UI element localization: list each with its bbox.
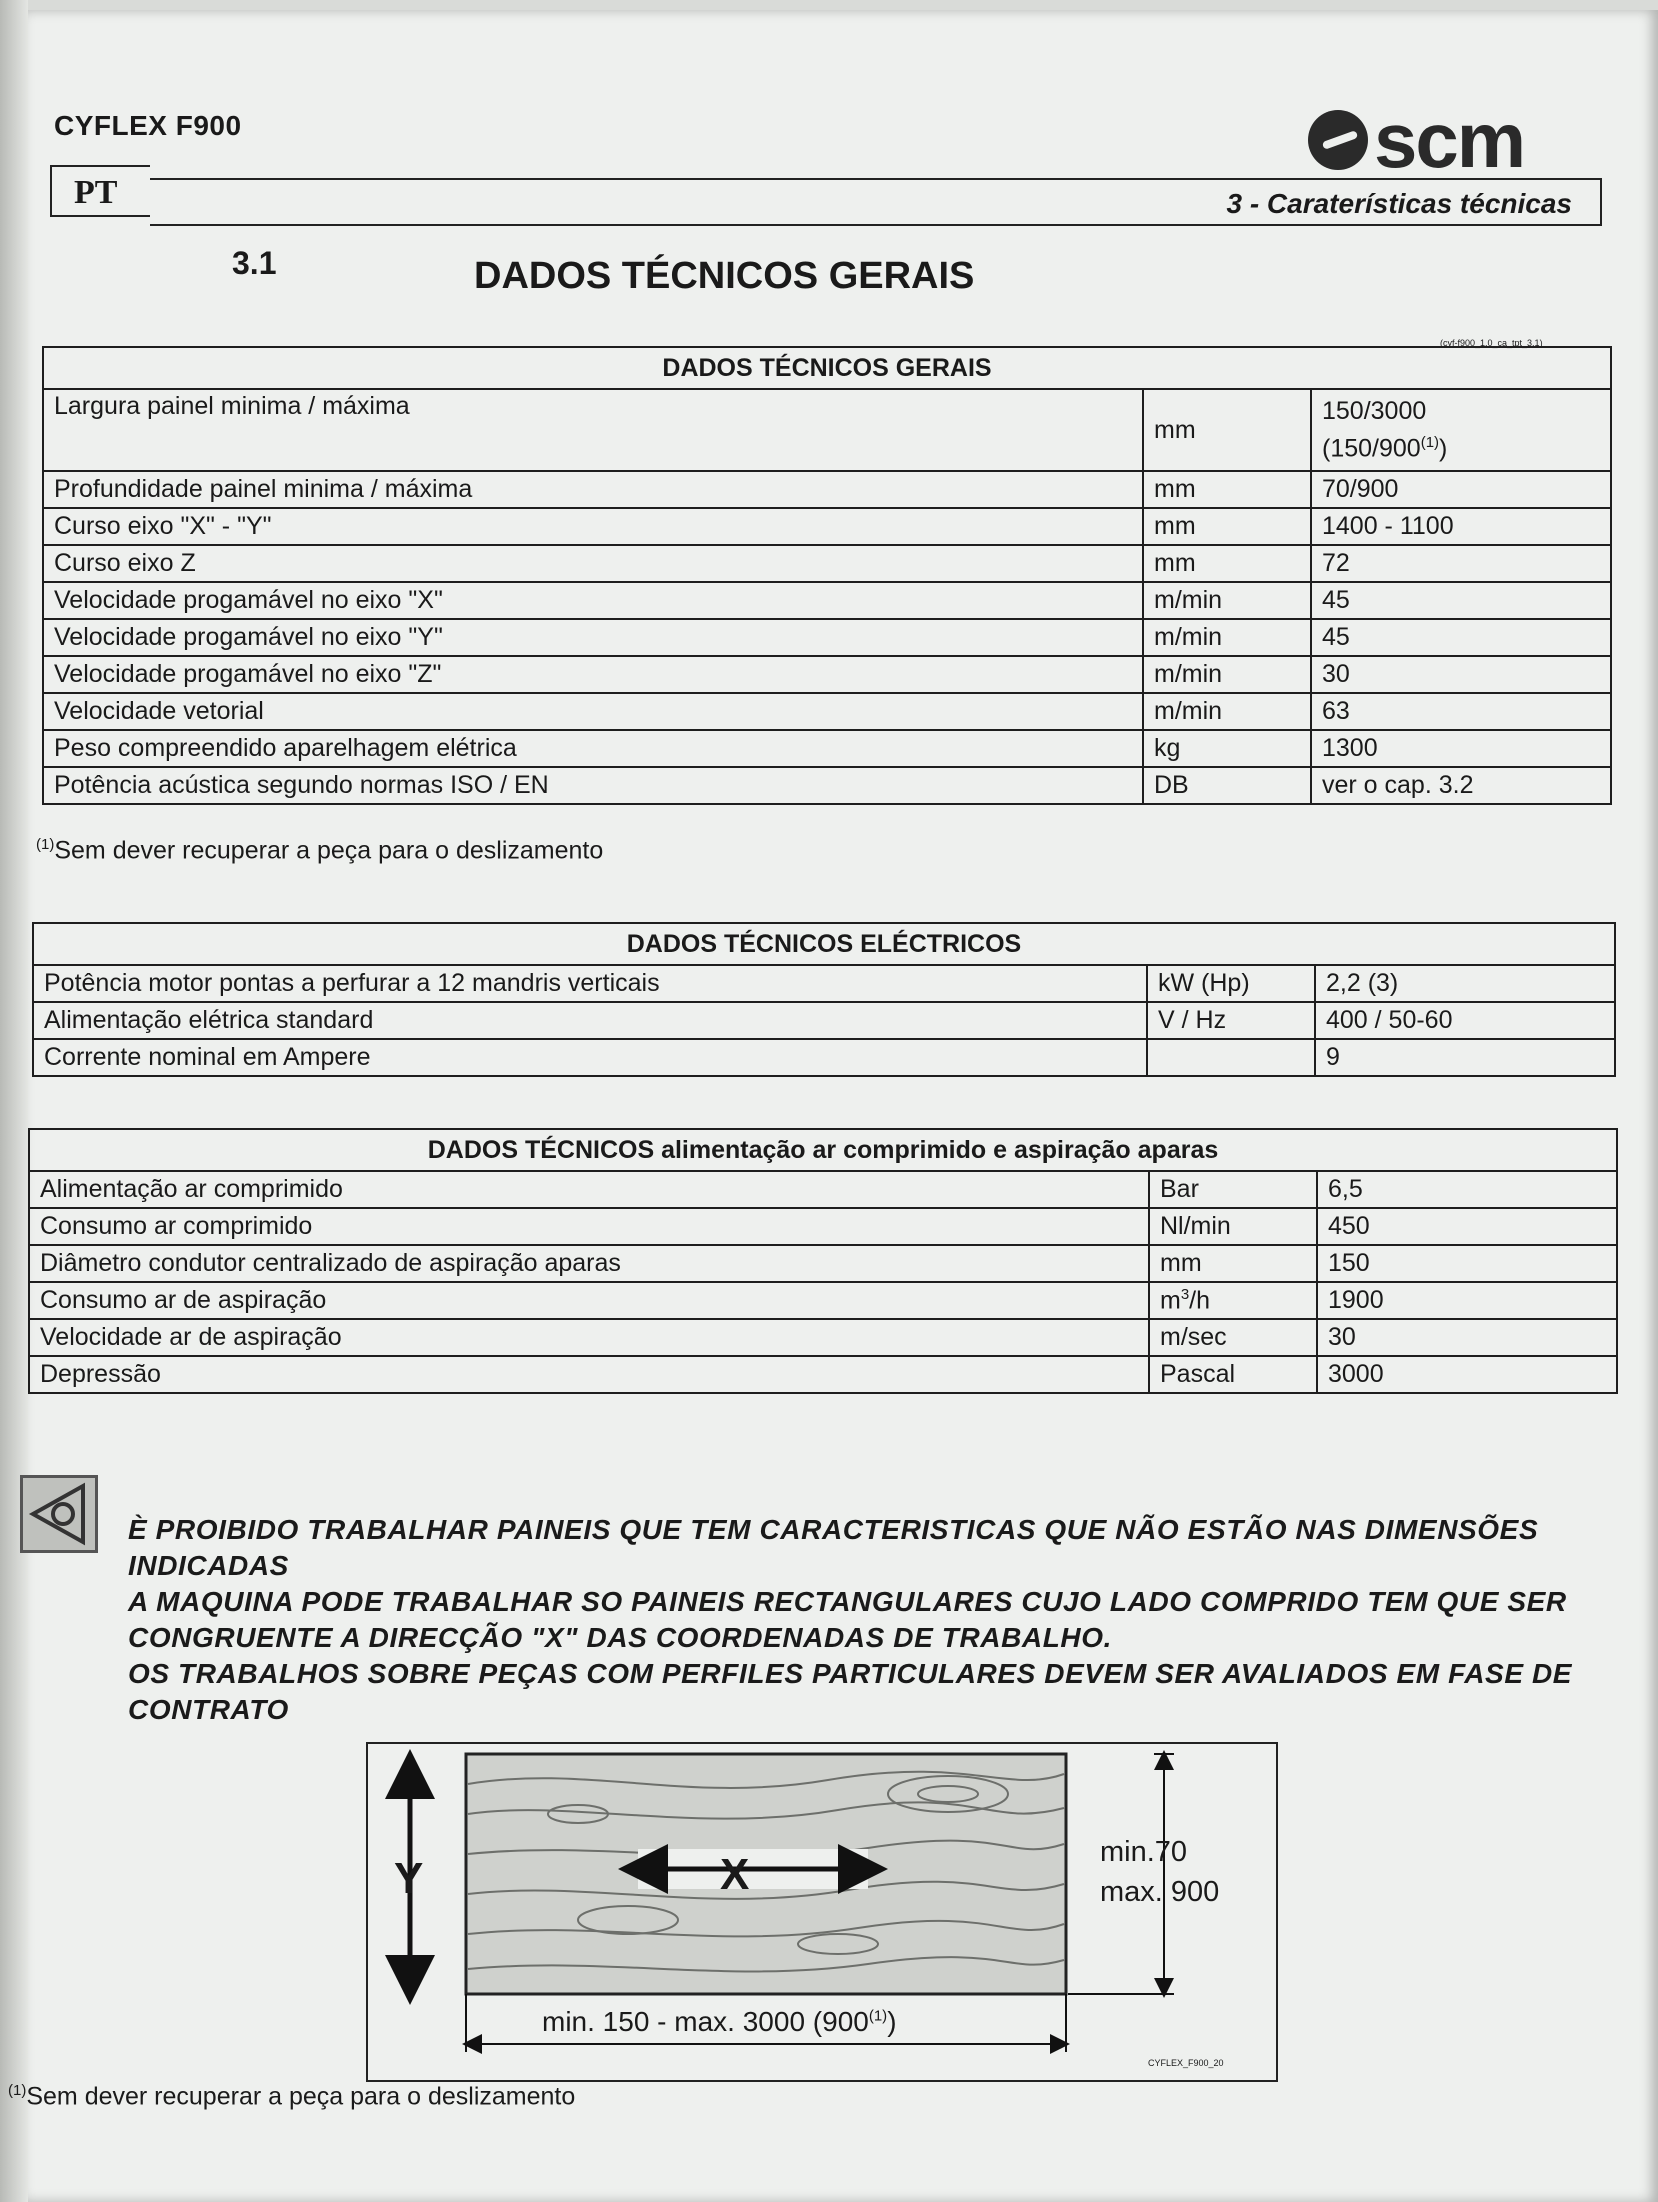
warning-text [128,1512,1628,1728]
table-row [29,1282,1617,1319]
footnote-text: Sem dever recuperar a peça para o deslizamento [54,836,604,865]
spec-value: 70/900 [1311,471,1611,508]
table-row [43,619,1611,656]
footnote-text: Sem dever recuperar a peça para o deslizamento [26,2082,576,2111]
x-axis-label: X [720,1850,750,1899]
warning-line: OS TRABALHOS SOBRE PEÇAS COM PERFILES PARTICULARES DEVEM SER AVALIADOS EM FASE DE CONTRATO [128,1658,1573,1725]
spec-unit: m/min [1143,619,1311,656]
table-row [43,693,1611,730]
spec-value: 30 [1311,656,1611,693]
table-row [29,1319,1617,1356]
spec-unit: V / Hz [1147,1002,1315,1039]
model-name: CYFLEX F900 [54,110,242,141]
spec-unit: m/min [1143,656,1311,693]
footnote-marker: (1) [8,2082,27,2099]
spec-value: 6,5 [1317,1171,1617,1208]
table-row [29,1171,1617,1208]
width-range-label [542,2006,897,2038]
unit-tail: /h [1189,1286,1211,1315]
table-row [43,389,1611,471]
spec-value: 2,2 (3) [1315,965,1615,1002]
electrical-specs-table [32,922,1616,1077]
spec-unit: DB [1143,767,1311,804]
table-title [29,1129,1617,1171]
table-row [43,656,1611,693]
general-specs-table [42,346,1612,805]
spec-value-alt: (150/900 [1322,434,1421,463]
spec-label: Profundidade painel minima / máxima [43,471,1143,508]
spec-label: Curso eixo "X" - "Y" [43,508,1143,545]
panel-dimensions-diagram [366,1742,1278,2082]
table-title: DADOS TÉCNICOS ELÉCTRICOS [33,923,1615,965]
table-row [33,1002,1615,1039]
footnote-marker: (1) [868,2007,888,2025]
table-title-main: DADOS TÉCNICOS [427,1135,655,1164]
bottom-footnote [8,2082,575,2111]
spec-value: 1900 [1317,1282,1617,1319]
spec-unit: Bar [1149,1171,1317,1208]
spec-value: 150 [1317,1245,1617,1282]
spec-value: 63 [1311,693,1611,730]
spec-unit: m/min [1143,693,1311,730]
table-row [29,1208,1617,1245]
table-row [43,471,1611,508]
footnote-marker: (1) [36,836,55,853]
spec-unit: kW (Hp) [1147,965,1315,1002]
spec-value: 3000 [1317,1356,1617,1393]
spec-label: Velocidade progamável no eixo "X" [43,582,1143,619]
table-row [33,1039,1615,1076]
spec-value: 9 [1315,1039,1615,1076]
table-row [43,767,1611,804]
spec-value: ver o cap. 3.2 [1311,767,1611,804]
spec-value: 30 [1317,1319,1617,1356]
table-row [43,582,1611,619]
spec-value: 72 [1311,545,1611,582]
table-row [33,965,1615,1002]
spec-value: 45 [1311,582,1611,619]
spec-label: Velocidade ar de aspiração [29,1319,1149,1356]
spec-label: Velocidade progamável no eixo "Y" [43,619,1143,656]
spec-label: Consumo ar de aspiração [29,1282,1149,1319]
footnote-marker: (1) [1420,434,1440,452]
table-row [43,508,1611,545]
warning-line: A MAQUINA PODE TRABALHAR SO PAINEIS RECTANGULARES CUJO LADO COMPRIDO TEM QUE SER CONGRUENTE A DIRECÇÃO "X" DAS COORDENADAS DE TRABALHO. [128,1586,1567,1653]
width-range-text: min. 150 - max. 3000 (900 [542,2006,869,2037]
spec-value-line: 150/3000 [1322,397,1427,426]
table-row [29,1356,1617,1393]
section-title: DADOS TÉCNICOS GERAIS [474,255,975,297]
air-specs-table [28,1128,1618,1394]
logo-text: scm [1374,96,1525,184]
spec-unit: m/sec [1149,1319,1317,1356]
spec-value-close: ) [1439,434,1448,463]
max-depth-label: max. 900 [1100,1876,1220,1908]
spec-unit: kg [1143,730,1311,767]
width-range-close: ) [887,2006,897,2037]
table-row [43,545,1611,582]
spec-value-line [1322,427,1600,464]
unit-base: m [1160,1286,1181,1315]
spec-label: Curso eixo Z [43,545,1143,582]
document-reference: (cyf-f900_1.0_ca_tpt_3.1) [1440,338,1543,348]
spec-value: 1300 [1311,730,1611,767]
warning-icon [20,1475,98,1553]
spec-label: Alimentação ar comprimido [29,1171,1149,1208]
spec-label: Alimentação elétrica standard [33,1002,1147,1039]
unit-exponent: 3 [1180,1285,1190,1303]
spec-label: Velocidade vetorial [43,693,1143,730]
table-title: DADOS TÉCNICOS GERAIS [43,347,1611,389]
table-title-sub: alimentação ar comprimido e aspiração aparas [654,1135,1219,1164]
section-number: 3.1 [232,245,277,281]
spec-label: Potência motor pontas a perfurar a 12 mandris verticais [33,965,1147,1002]
min-depth-label: min.70 [1100,1836,1188,1868]
spec-value: 400 / 50-60 [1315,1002,1615,1039]
spec-label: Diâmetro condutor centralizado de aspiração aparas [29,1245,1149,1282]
spec-value: 450 [1317,1208,1617,1245]
spec-unit: mm [1143,508,1311,545]
footnote [36,836,603,865]
warning-line: È PROIBIDO TRABALHAR PAINEIS QUE TEM CARACTERISTICAS QUE NÃO ESTÃO NAS DIMENSÕES INDICADAS [128,1514,1539,1581]
table-row [43,730,1611,767]
spec-unit: mm [1143,545,1311,582]
spec-unit: m/min [1143,582,1311,619]
spec-unit: mm [1143,471,1311,508]
spec-label: Consumo ar comprimido [29,1208,1149,1245]
spec-unit [1149,1282,1317,1319]
spec-label: Potência acústica segundo normas ISO / EN [43,767,1143,804]
chapter-bar [150,178,1602,226]
spec-value: 1400 - 1100 [1311,508,1611,545]
figure-code: CYFLEX_F900_20 [1148,2058,1224,2068]
spec-label: Corrente nominal em Ampere [33,1039,1147,1076]
scm-logo-icon [1308,110,1368,170]
spec-unit: mm [1143,389,1311,471]
language-code: PT [50,165,150,217]
brand-logo [1308,96,1525,184]
table-row [29,1245,1617,1282]
book-binding [0,0,28,2202]
spec-unit: mm [1149,1245,1317,1282]
spec-value: 45 [1311,619,1611,656]
spec-label: Depressão [29,1356,1149,1393]
spec-unit: Pascal [1149,1356,1317,1393]
spec-value [1311,389,1611,471]
spec-label: Velocidade progamável no eixo "Z" [43,656,1143,693]
spec-unit [1147,1039,1315,1076]
spec-unit: Nl/min [1149,1208,1317,1245]
spec-label: Peso compreendido aparelhagem elétrica [43,730,1143,767]
spec-label: Largura painel minima / máxima [43,389,1143,471]
warning-symbol-icon [23,1478,95,1550]
chapter-title: 3 - Caraterísticas técnicas [1226,188,1572,219]
y-axis-label: Y [394,1854,424,1903]
